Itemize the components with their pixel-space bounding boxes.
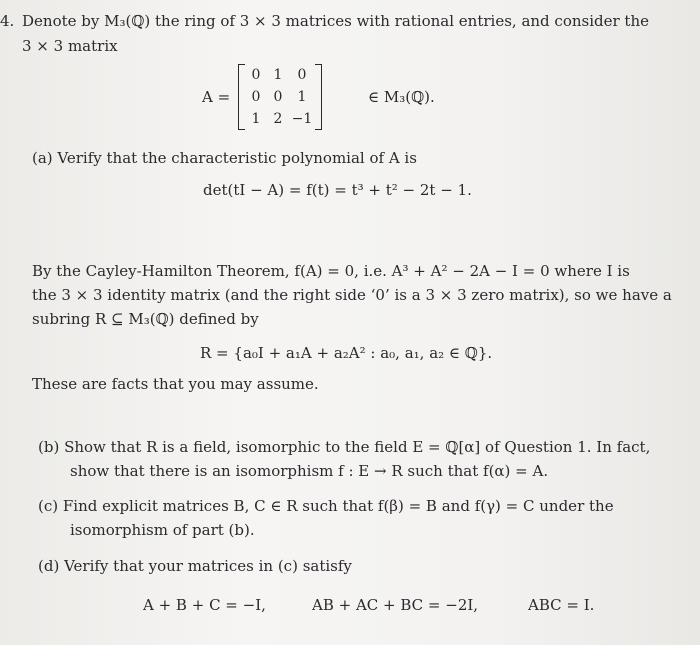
cayley-line-2: the 3 × 3 identity matrix (and the right side ‘0’ is a 3 × 3 zero matrix), so we have a <box>32 286 672 304</box>
matrix-cell: −1 <box>291 111 313 127</box>
equation-sum: A + B + C = −I, <box>143 596 266 614</box>
part-a: (a) Verify that the characteristic polynomial of A is <box>32 149 417 167</box>
matrix-cell: 0 <box>273 89 283 105</box>
cayley-line-1: By the Cayley-Hamilton Theorem, f(A) = 0, i.e. A³ + A² − 2A − I = 0 where I is <box>32 262 630 280</box>
matrix-grid <box>245 64 315 130</box>
part-d: (d) Verify that your matrices in (c) satisfy <box>38 557 352 575</box>
equation-pairwise: AB + AC + BC = −2I, <box>312 596 479 614</box>
facts-note: These are facts that you may assume. <box>32 375 319 393</box>
left-bracket <box>238 64 245 130</box>
part-c-line-2: isomorphism of part (b). <box>70 521 255 539</box>
matrix-cell: 0 <box>297 67 307 83</box>
matrix-cell: 1 <box>273 67 283 83</box>
characteristic-polynomial: det(tI − A) = f(t) = t³ + t² − 2t − 1. <box>203 181 472 199</box>
right-bracket <box>315 64 322 130</box>
problem-number: 4. <box>0 12 15 30</box>
intro-line-2: 3 × 3 matrix <box>22 37 118 55</box>
cayley-line-3: subring R ⊆ M₃(ℚ) defined by <box>32 310 259 328</box>
part-b-line-2: show that there is an isomorphism f : E → R such that f(α) = A. <box>70 462 549 480</box>
matrix-cell: 0 <box>251 89 261 105</box>
matrix-lhs: A = <box>202 88 231 106</box>
intro-line-1: Denote by M₃(ℚ) the ring of 3 × 3 matrices with rational entries, and consider the <box>22 12 649 30</box>
matrix-cell: 2 <box>273 111 283 127</box>
matrix-rhs: ∈ M₃(ℚ). <box>368 88 435 106</box>
matrix-cell: 1 <box>297 89 307 105</box>
part-c-line-1: (c) Find explicit matrices B, C ∈ R such that f(β) = B and f(γ) = C under the <box>38 497 614 515</box>
part-b-line-1: (b) Show that R is a field, isomorphic to the field E = ℚ[α] of Question 1. In fact, <box>38 438 651 456</box>
matrix-cell: 1 <box>251 111 261 127</box>
matrix-a <box>238 64 322 130</box>
subring-definition: R = {a₀I + a₁A + a₂A² : a₀, a₁, a₂ ∈ ℚ}. <box>200 344 493 362</box>
matrix-cell: 0 <box>251 67 261 83</box>
equation-product: ABC = I. <box>528 596 595 614</box>
